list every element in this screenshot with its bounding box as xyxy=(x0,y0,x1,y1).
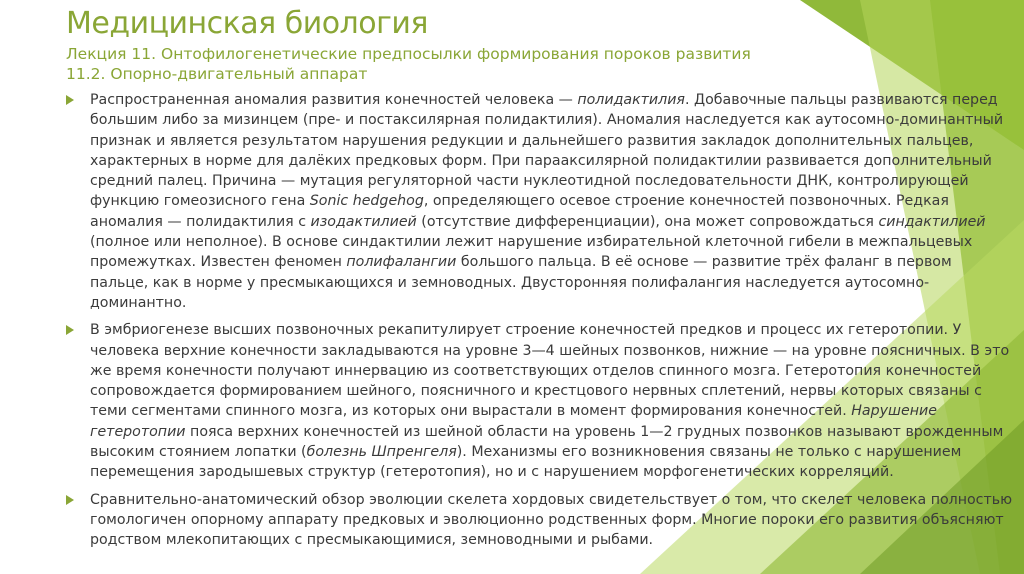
term-sprengel-disease: болезнь Шпренгеля xyxy=(306,444,457,461)
slide-title: Медицинская биология xyxy=(66,6,428,41)
term-polydactyly: полидактилия xyxy=(577,92,685,108)
term-syndactyly: синдактилией xyxy=(878,213,986,230)
bullet-polydactyly: Распространенная аномалия развития конечностей человека — полидактилия. Добавочные пальцы развиваются перед большим либо за мизинцем (пре- и постаксилярная полидактилия). Аномалия наследуется как аутосомно-доминантный признак и является результатом нарушения редукции и дальнейшего развития закладок дополнительных пальцев, характерных в норме для далёких предковых форм. При парааксилярной полидактилии развивается дополнительный средний палец. Причина — мутация регуляторной части нуклеотидной последовательности ДНК, контролирующей функцию гомеозисного гена Sonic hedgehog, определяющего осевое строение конечностей позвоночных. Редкая аномалия — полидактилия с изодактилией (отсутствие дифференциации), она может сопровождаться синдактилией (полное или неполное). В основе синдактилии лежит нарушение избирательной клеточной гибели в межпальцевых промежутках. Известен феномен полифалангии большого пальца. В её основе — развитие трёх фаланг в первом пальце, как в норме у пресмыкающихся и земноводных. Двусторонняя полифалангия наследуется аутосомно-доминантно. xyxy=(66,90,1014,313)
term-heterotopy-disorder: Нарушение гетеротопии xyxy=(90,403,937,440)
term-isodactyly: изодактилией xyxy=(310,213,417,230)
bullet-comparative-anatomy: Сравнительно-анатомический обзор эволюции скелета хордовых свидетельствует о том, что скелет человека полностью гомологичен опорному аппарату предковых и эволюционно родственных форм. Многие пороки его развития объясняют родством млекопитающих с пресмыкающимися, земноводными и рыбами. xyxy=(66,490,1014,551)
term-polyphalangy: полифалангии xyxy=(346,254,457,271)
section-subtitle: 11.2. Опорно-двигательный аппарат xyxy=(66,65,368,83)
term-sonic-hedgehog: Sonic hedgehog xyxy=(309,193,424,210)
bullet-list xyxy=(66,90,1014,558)
lecture-subtitle: Лекция 11. Онтофилогенетические предпосылки формирования пороков развития xyxy=(66,45,751,63)
bullet-heterotopy: В эмбриогенезе высших позвоночных рекапитулирует строение конечностей предков и процесс их гетеротопии. У человека верхние конечности закладываются на уровне 3—4 шейных позвонков, нижние — на уровне поясничных. В это же время конечности получают иннервацию из соответствующих отделов спинного мозга. Гетеротопия конечностей сопровождается формированием шейного, поясничного и крестцового нервных сплетений, нервы которых связаны с теми сегментами спинного мозга, из которых они вырастали в момент формирования конечностей. Нарушение гетеротопии пояса верхних конечностей из шейной области на уровень 1—2 грудных позвонков называют врожденным высоким стоянием лопатки (болезнь Шпренгеля). Механизмы его возникновения связаны не только с нарушением перемещения зародышевых структур (гетеротопия), но и с нарушением морфогенетических корреляций. xyxy=(66,320,1014,482)
bullet-arrow-icon xyxy=(66,325,74,335)
slide-title-block xyxy=(66,4,846,84)
bullet-arrow-icon xyxy=(66,495,74,505)
bullet-arrow-icon xyxy=(66,95,74,105)
